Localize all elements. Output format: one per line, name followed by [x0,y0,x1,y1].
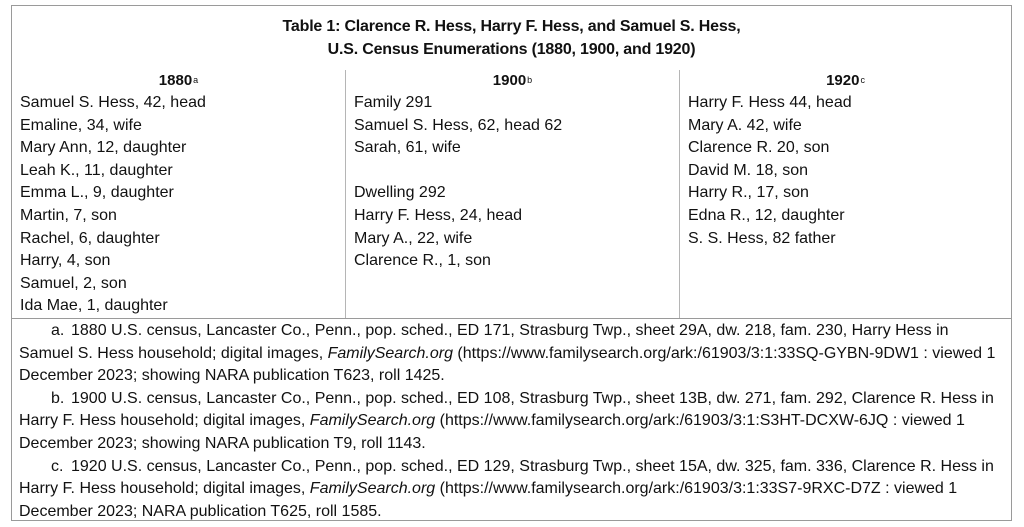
footnote-label: c. [51,457,64,475]
table-title-line-1: Table 1: Clarence R. Hess, Harry F. Hess, and Samuel S. Hess, [282,18,741,35]
table-title [12,15,1011,61]
household-entry: Mary A. 42, wife [688,116,802,134]
footnote-text-tail: (https://www.familysearch.org/ark:/61903/3:1:S3HT-DCXW-6JQ : viewed 1 December 2023; showing NARA publication T9, roll 1143. [19,412,965,452]
household-entry: Samuel, 2, son [20,274,127,292]
census-table [11,5,1012,521]
footnote-text: 1920 U.S. census, Lancaster Co., Penn., pop. sched., ED 129, Strasburg Twp., sheet 15A, dw. 325, fam. 336, Clarence R. Hess in Harry F. Hess household; digital images, [19,457,994,498]
household-entry: Family 291 [354,94,433,111]
footnotes [12,318,1011,523]
footnote-ref-c: c [860,75,865,85]
column-header-1920 [688,70,1011,92]
household-entry: Samuel S. Hess, 62, head 62 [354,116,563,134]
household-entry: Edna R., 12, daughter [688,206,845,224]
household-entry: Mary A., 22, wife [354,229,473,247]
household-entry: David M. 18, son [688,161,809,179]
household-entry: Emaline, 34, wife [20,116,142,134]
household-entry: Emma L., 9, daughter [20,184,174,202]
household-entry: Dwelling 292 [354,184,446,202]
footnote-ref-b: b [527,75,533,85]
household-entry: Martin, 7, son [20,206,117,224]
column-1900 [345,70,679,319]
footnote-label: b. [51,389,65,407]
census-columns [12,70,1011,319]
household-entry: S. S. Hess, 82 father [688,229,836,247]
footnote-source-name: FamilySearch.org [309,480,436,498]
column-year: 1880 [158,72,193,89]
column-1920 [679,70,1011,319]
household-entry: Harry F. Hess 44, head [688,94,852,111]
footnote-text-tail: (https://www.familysearch.org/ark:/61903/3:1:33S7-9RXC-D7Z : viewed 1 December 2023; NARA publication T625, roll 1585. [19,480,958,520]
column-1880 [12,70,345,319]
footnote-ref-a: a [193,75,199,85]
blank-line [354,160,679,183]
column-header-1900 [354,70,679,92]
household-entry: Samuel S. Hess, 42, head [20,94,206,111]
footnote-source-name: FamilySearch.org [327,344,453,362]
household-entry: Mary Ann, 12, daughter [20,139,187,157]
household-entry: Ida Mae, 1, daughter [20,297,168,315]
table-title-line-2: U.S. Census Enumerations (1880, 1900, and 1920) [327,41,696,58]
footnote-b [19,388,1003,456]
footnote-label: a. [51,322,65,339]
household-entry: Harry, 4, son [20,252,111,270]
footnote-a [19,320,1003,388]
footnote-c [19,456,1003,524]
footnote-text: 1900 U.S. census, Lancaster Co., Penn., pop. sched., ED 108, Strasburg Twp., sheet 13B, dw. 271, fam. 292, Clarence R. Hess in Harry F. Hess household; digital images, [19,389,994,430]
footnote-text-tail: (https://www.familysearch.org/ark:/61903/3:1:33SQ-GYBN-9DW1 : viewed 1 December 2023; showing NARA publication T623, roll 1425. [19,344,996,385]
household-entry: Sarah, 61, wife [354,139,461,157]
household-entry: Clarence R., 1, son [354,252,491,270]
column-year: 1920 [826,72,860,89]
household-entry: Rachel, 6, daughter [20,229,160,247]
household-entry: Leah K., 11, daughter [20,161,173,179]
column-year: 1900 [492,72,527,89]
column-header-1880 [20,70,345,92]
footnote-source-name: FamilySearch.org [309,412,436,430]
household-entry: Harry R., 17, son [688,184,809,202]
footnote-text: 1880 U.S. census, Lancaster Co., Penn., pop. sched., ED 171, Strasburg Twp., sheet 29A, dw. 218, fam. 230, Harry Hess in Samuel S. Hess household; digital images, [19,322,949,362]
household-entry: Harry F. Hess, 24, head [354,206,523,224]
household-entry: Clarence R. 20, son [688,139,830,157]
